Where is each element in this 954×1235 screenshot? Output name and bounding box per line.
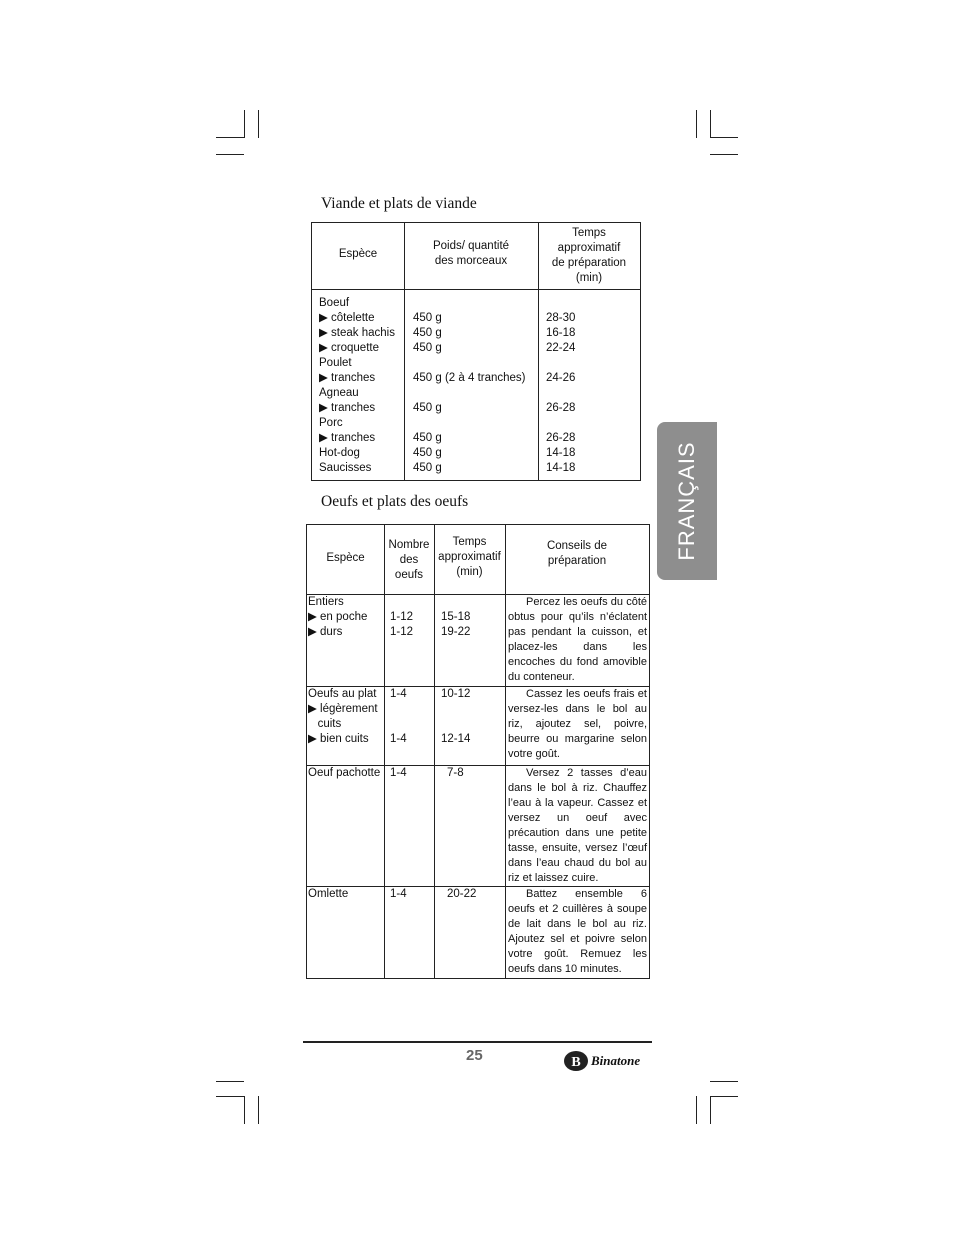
crop-mark [696,110,697,138]
eggs-row-count: 1-4 [390,767,407,779]
crop-mark [244,1096,245,1124]
eggs-header-time: Temps approximatif (min) [438,536,501,578]
eggs-row-species: Oeuf pachotte [308,767,381,779]
brand-name: Binatone [591,1053,641,1068]
crop-mark [216,1081,244,1082]
eggs-row-time: 10-12 12-14 [441,688,471,745]
eggs-row-species: Omlette [308,888,349,900]
crop-mark [258,110,259,138]
eggs-row-advice: Battez ensemble 6 oeufs et 2 cuillères à soupe de lait dans le bol au riz. Ajoutez sel et poivre selon votre goût. Remuez les oeufs dans 10 minutes. [508,888,647,975]
eggs-row-species: Entiers ▶ en poche ▶ durs [308,596,368,638]
meat-col-weight: 450 g 450 g 450 g 450 g (2 à 4 tranches) 450 g 450 g 450 g 450 g [413,312,526,474]
footer-rule [303,1041,652,1043]
crop-mark [710,1096,711,1124]
crop-mark [216,137,244,138]
crop-mark [710,154,738,155]
meat-col-time: 28-30 16-18 22-24 24-26 26-28 26-28 14-18 14-18 [546,312,576,474]
eggs-row-time: 7-8 [447,767,464,779]
meat-table [311,222,641,481]
svg-text:B: B [571,1055,581,1070]
crop-mark [216,1096,244,1097]
meat-header-species: Espèce [338,248,378,260]
eggs-row-species: Oeufs au plat ▶ légèrement cuits ▶ bien cuits [308,688,378,745]
eggs-row-advice: Cassez les oeufs frais et versez-les dans le bol au riz, ajoutez sel, poivre, beurre ou margarine selon votre goût. [508,688,647,760]
crop-mark [710,137,738,138]
meat-header-weight: Poids/ quantité des morceaux [432,240,510,267]
crop-mark [258,1096,259,1124]
binatone-logo-icon [563,1050,589,1072]
meat-header-time: Temps approximatif de préparation (min) [551,227,627,284]
crop-mark [216,154,244,155]
brand-logo [563,1050,640,1072]
eggs-header-species: Espèce [326,552,365,564]
eggs-row-time: 15-18 19-22 [441,611,471,638]
eggs-header-count: Nombre des oeufs [388,539,430,581]
eggs-row-count: 1-4 1-4 [390,688,407,745]
section-title-eggs: Oeufs et plats des oeufs [321,493,469,510]
crop-mark [710,110,711,138]
meat-col-species: Boeuf ▶ côtelette ▶ steak hachis ▶ croquette Poulet ▶ tranches Agneau ▶ tranches Porc ▶ tranches Hot-dog Saucisses [319,297,395,474]
eggs-table [306,524,650,979]
eggs-header-advice: Conseils de préparation [546,540,608,567]
eggs-row-count: 1-4 [390,888,407,900]
page-number: 25 [466,1047,483,1064]
section-title-meat: Viande et plats de viande [321,195,477,212]
crop-mark [696,1096,697,1124]
eggs-row-count: 1-12 1-12 [390,611,414,638]
crop-mark [710,1096,738,1097]
crop-mark [710,1081,738,1082]
crop-mark [244,110,245,138]
eggs-row-advice: Versez 2 tasses d’eau dans le bol à riz. Chauffez l’eau à la vapeur. Cassez et versez un oeuf avec précaution dans une petite tasse, ensuite, versez l’œuf dans l’eau chaud du bol au riz et laissez cuire. [508,767,647,884]
eggs-row-time: 20-22 [447,888,477,900]
language-tab [657,422,717,580]
language-tab-label: FRANÇAIS [674,441,699,561]
eggs-row-advice: Percez les oeufs du côté obtus pour qu’ils n’éclatent pas pendant la cuisson, et placez-les dans les encoches du fond amovible du conteneur. [508,596,647,683]
